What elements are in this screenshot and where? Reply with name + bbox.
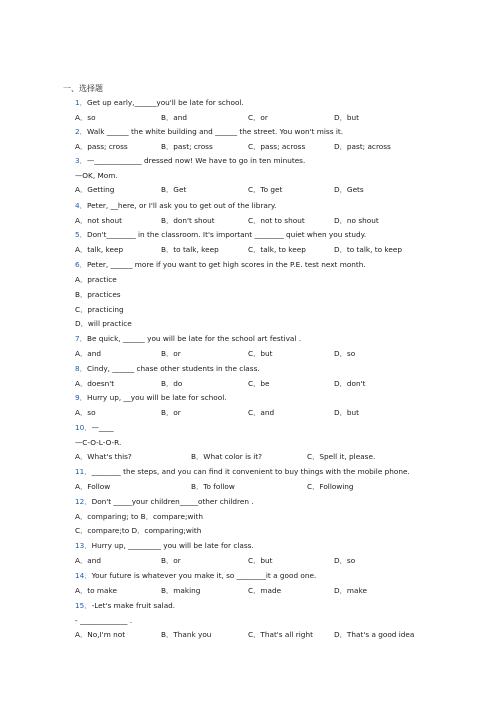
option-d[interactable]: D．don't — [334, 379, 366, 388]
option-a[interactable]: A．not shout — [75, 216, 122, 225]
question-10-stem — [75, 423, 113, 432]
question-13-stem — [75, 541, 254, 550]
option-c[interactable]: C．be — [248, 379, 270, 388]
option-b[interactable]: B．do — [161, 379, 183, 388]
question-number: 6． — [75, 260, 87, 269]
option-b[interactable]: B．don't shout — [161, 216, 215, 225]
question-text: Be quick, ______ you will be late for the school art festival . — [86, 334, 302, 343]
question-text: Peter, ______ more if you want to get high scores in the P.E. test next month. — [86, 260, 366, 269]
question-number: 13． — [75, 541, 92, 550]
question-number: 5． — [75, 230, 87, 239]
option-c-d[interactable]: C．compare;to D．comparing;with — [75, 526, 202, 535]
question-text: —____ — [91, 423, 114, 432]
question-number: 8． — [75, 364, 87, 373]
question-7-stem — [75, 334, 301, 343]
question-9-stem — [75, 393, 227, 402]
option-b[interactable]: B．To follow — [191, 482, 235, 491]
option-b[interactable]: B．practices — [75, 290, 121, 299]
question-text: Hurry up, _________ you will be late for class. — [91, 541, 254, 550]
option-c[interactable]: C．Following — [307, 482, 354, 491]
option-a[interactable]: A．No,I'm not — [75, 630, 126, 639]
question-text: Peter, __here, or I'll ask you to get out of the library. — [86, 201, 277, 210]
option-a[interactable]: A．talk, keep — [75, 245, 124, 254]
option-a[interactable]: A．and — [75, 349, 102, 358]
option-c[interactable]: C．That's all right — [248, 630, 313, 639]
question-15-stem — [75, 601, 175, 610]
option-d[interactable]: D．will practice — [75, 319, 132, 328]
option-a[interactable]: A．practice — [75, 275, 117, 284]
option-d[interactable]: D．make — [334, 586, 367, 595]
question-number: 11． — [75, 467, 92, 476]
question-number: 1． — [75, 98, 87, 107]
question-text: Your future is whatever you make it, so ________it a good one. — [91, 571, 317, 580]
question-text: Walk ______ the white building and ______ the street. You won't miss it. — [86, 127, 344, 136]
option-a-b[interactable]: A．comparing; to B．compare;with — [75, 512, 203, 521]
option-d[interactable]: D．so — [334, 556, 356, 565]
option-a[interactable]: A．doesn't — [75, 379, 115, 388]
question-text: -Let's make fruit salad. — [91, 601, 176, 610]
question-11-stem — [75, 467, 410, 476]
question-2-stem — [75, 127, 343, 136]
question-10-dialogue: —C-O-L-O-R. — [75, 438, 122, 447]
question-number: 9． — [75, 393, 87, 402]
question-text: —_____________ dressed now! We have to go in ten minutes. — [86, 156, 306, 165]
option-b[interactable]: B．Get — [161, 185, 187, 194]
option-d[interactable]: D．no shout — [334, 216, 379, 225]
option-a[interactable]: A．and — [75, 556, 102, 565]
question-number: 14． — [75, 571, 92, 580]
question-5-stem — [75, 230, 366, 239]
option-c[interactable]: C．talk, to keep — [248, 245, 306, 254]
question-3-dialogue: —OK, Mom. — [75, 171, 118, 180]
option-d[interactable]: D．past; across — [334, 142, 391, 151]
option-d[interactable]: D．but — [334, 113, 360, 122]
option-a[interactable]: A．Follow — [75, 482, 111, 491]
option-d[interactable]: D．That's a good idea — [334, 630, 415, 639]
option-a[interactable]: A．so — [75, 113, 96, 122]
question-3-stem — [75, 156, 305, 165]
question-text: Don't _____your children_____other children . — [91, 497, 254, 506]
question-number: 4． — [75, 201, 87, 210]
question-text: ________ the steps, and you can find it convenient to buy things with the mobile phone. — [91, 467, 410, 476]
option-b[interactable]: B．past; cross — [161, 142, 213, 151]
option-c[interactable]: C．made — [248, 586, 282, 595]
option-a[interactable]: A．Getting — [75, 185, 115, 194]
option-d[interactable]: D．so — [334, 349, 356, 358]
option-b[interactable]: B．or — [161, 349, 181, 358]
option-b[interactable]: B．and — [161, 113, 188, 122]
question-4-stem — [75, 201, 276, 210]
question-14-stem — [75, 571, 316, 580]
question-8-stem — [75, 364, 260, 373]
question-number: 12． — [75, 497, 92, 506]
option-c[interactable]: C．but — [248, 349, 273, 358]
question-text: Hurry up, __you will be late for school. — [86, 393, 227, 402]
option-b[interactable]: B．or — [161, 556, 181, 565]
option-d[interactable]: D．Gets — [334, 185, 364, 194]
option-b[interactable]: B．to talk, keep — [161, 245, 219, 254]
question-number: 3． — [75, 156, 87, 165]
option-a[interactable]: A．so — [75, 408, 96, 417]
option-b[interactable]: B．or — [161, 408, 181, 417]
option-c[interactable]: C．not to shout — [248, 216, 305, 225]
question-text: Get up early,______you'll be late for school. — [86, 98, 244, 107]
section-title: 一、选择题 — [63, 84, 103, 93]
option-c[interactable]: C．Spell it, please. — [307, 452, 376, 461]
option-d[interactable]: D．but — [334, 408, 360, 417]
option-b[interactable]: B．making — [161, 586, 201, 595]
option-b[interactable]: B．Thank you — [161, 630, 212, 639]
option-d[interactable]: D．to talk, to keep — [334, 245, 403, 254]
option-c[interactable]: C．but — [248, 556, 273, 565]
question-15-dialogue: - _____________ . — [75, 616, 133, 625]
question-number: 15． — [75, 601, 92, 610]
question-text: Don't________ in the classroom. It's important ________ quiet when you study. — [86, 230, 367, 239]
option-a[interactable]: A．pass; cross — [75, 142, 128, 151]
question-number: 10． — [75, 423, 92, 432]
option-a[interactable]: A．to make — [75, 586, 117, 595]
option-b[interactable]: B．What color is it? — [191, 452, 262, 461]
option-c[interactable]: C．To get — [248, 185, 283, 194]
option-c[interactable]: C．practicing — [75, 305, 124, 314]
question-number: 2． — [75, 127, 87, 136]
option-c[interactable]: C．or — [248, 113, 268, 122]
question-text: Cindy, ______ chase other students in the class. — [86, 364, 260, 373]
option-c[interactable]: C．pass; across — [248, 142, 306, 151]
question-1-stem — [75, 98, 244, 107]
question-6-stem — [75, 260, 366, 269]
question-number: 7． — [75, 334, 87, 343]
option-c[interactable]: C．and — [248, 408, 275, 417]
question-12-stem — [75, 497, 254, 506]
option-a[interactable]: A．What's this? — [75, 452, 132, 461]
